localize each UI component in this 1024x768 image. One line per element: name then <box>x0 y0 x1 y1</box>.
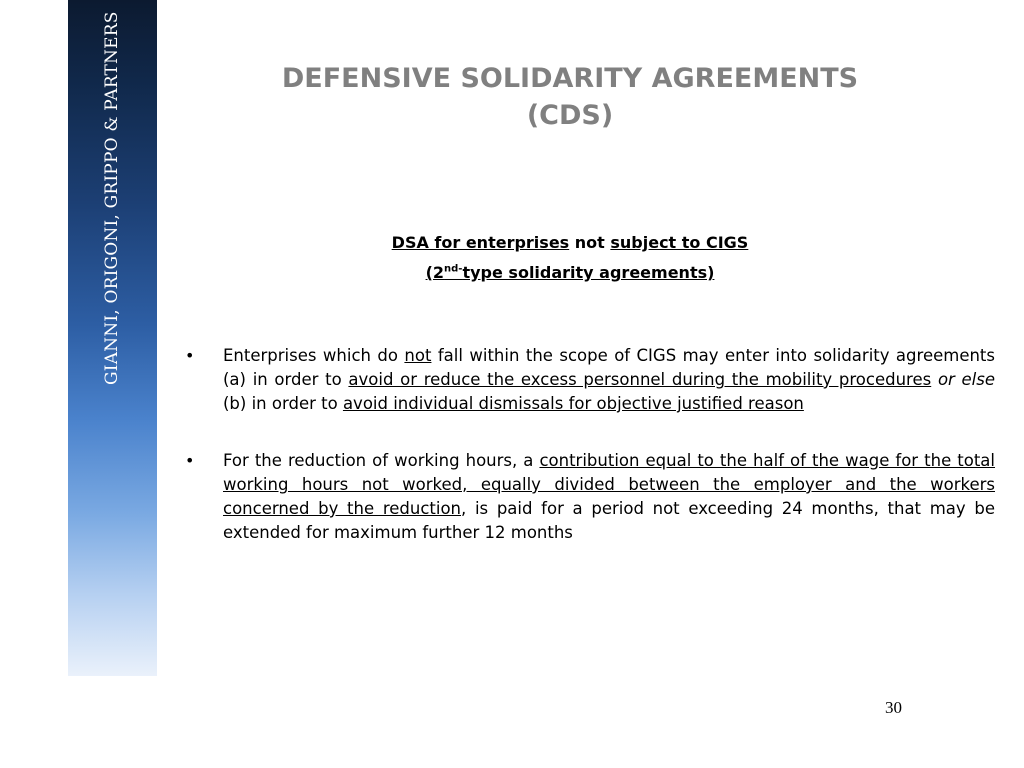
bullet-1-text-4: avoid or reduce the excess personnel during the mobility procedures <box>348 370 932 389</box>
subtitle-line-2-rest: type solidarity agreements) <box>462 263 715 282</box>
bullet-1-text-2: not <box>404 346 432 365</box>
bullet-item-2 <box>183 449 995 545</box>
title-line-1: DEFENSIVE SOLIDARITY AGREEMENTS <box>281 63 859 94</box>
title-line-2: (CDS) <box>526 100 614 131</box>
page-number: 30 <box>885 698 902 717</box>
bullet-marker: • <box>185 346 195 365</box>
subtitle-line-2-sup: nd- <box>444 263 463 275</box>
bullet-1-text-7: (b) in order to <box>223 394 343 413</box>
slide-subtitle <box>220 228 920 288</box>
bullet-1-text-8: avoid individual dismissals for objective justified reason <box>342 394 804 413</box>
bullet-2-text-3: , is paid for a period not exceeding 24 months, that may be extended for maximum further 12 months <box>223 499 995 542</box>
bullet-1-text-6: or else <box>937 370 996 389</box>
bullet-1-text-3: fall within the scope of CIGS may enter into solidarity agreements (a) in order to <box>223 346 995 389</box>
bullet-item-1 <box>183 344 995 416</box>
subtitle-part-1: DSA for enterprises <box>391 233 570 252</box>
bullet-marker: • <box>185 451 195 470</box>
firm-logo-text: GIANNI, ORIGONI, GRIPPO & PARTNERS <box>102 11 122 385</box>
subtitle-line-2 <box>426 263 715 282</box>
bullet-2-text-2: contribution equal to the half of the wage for the total working hours not worked, equally divided between the employer and the workers concerned by the reduction <box>223 451 995 518</box>
subtitle-part-3: subject to CIGS <box>610 233 749 252</box>
slide-title <box>200 60 940 134</box>
subtitle-line-2-open: (2 <box>425 263 445 282</box>
bullet-list <box>183 344 995 578</box>
bullet-1-text-1: Enterprises which do <box>223 346 405 365</box>
bullet-1-text-5 <box>931 370 938 389</box>
bullet-2-text-1: For the reduction of working hours, a <box>223 451 540 470</box>
subtitle-part-2: not <box>569 233 611 252</box>
